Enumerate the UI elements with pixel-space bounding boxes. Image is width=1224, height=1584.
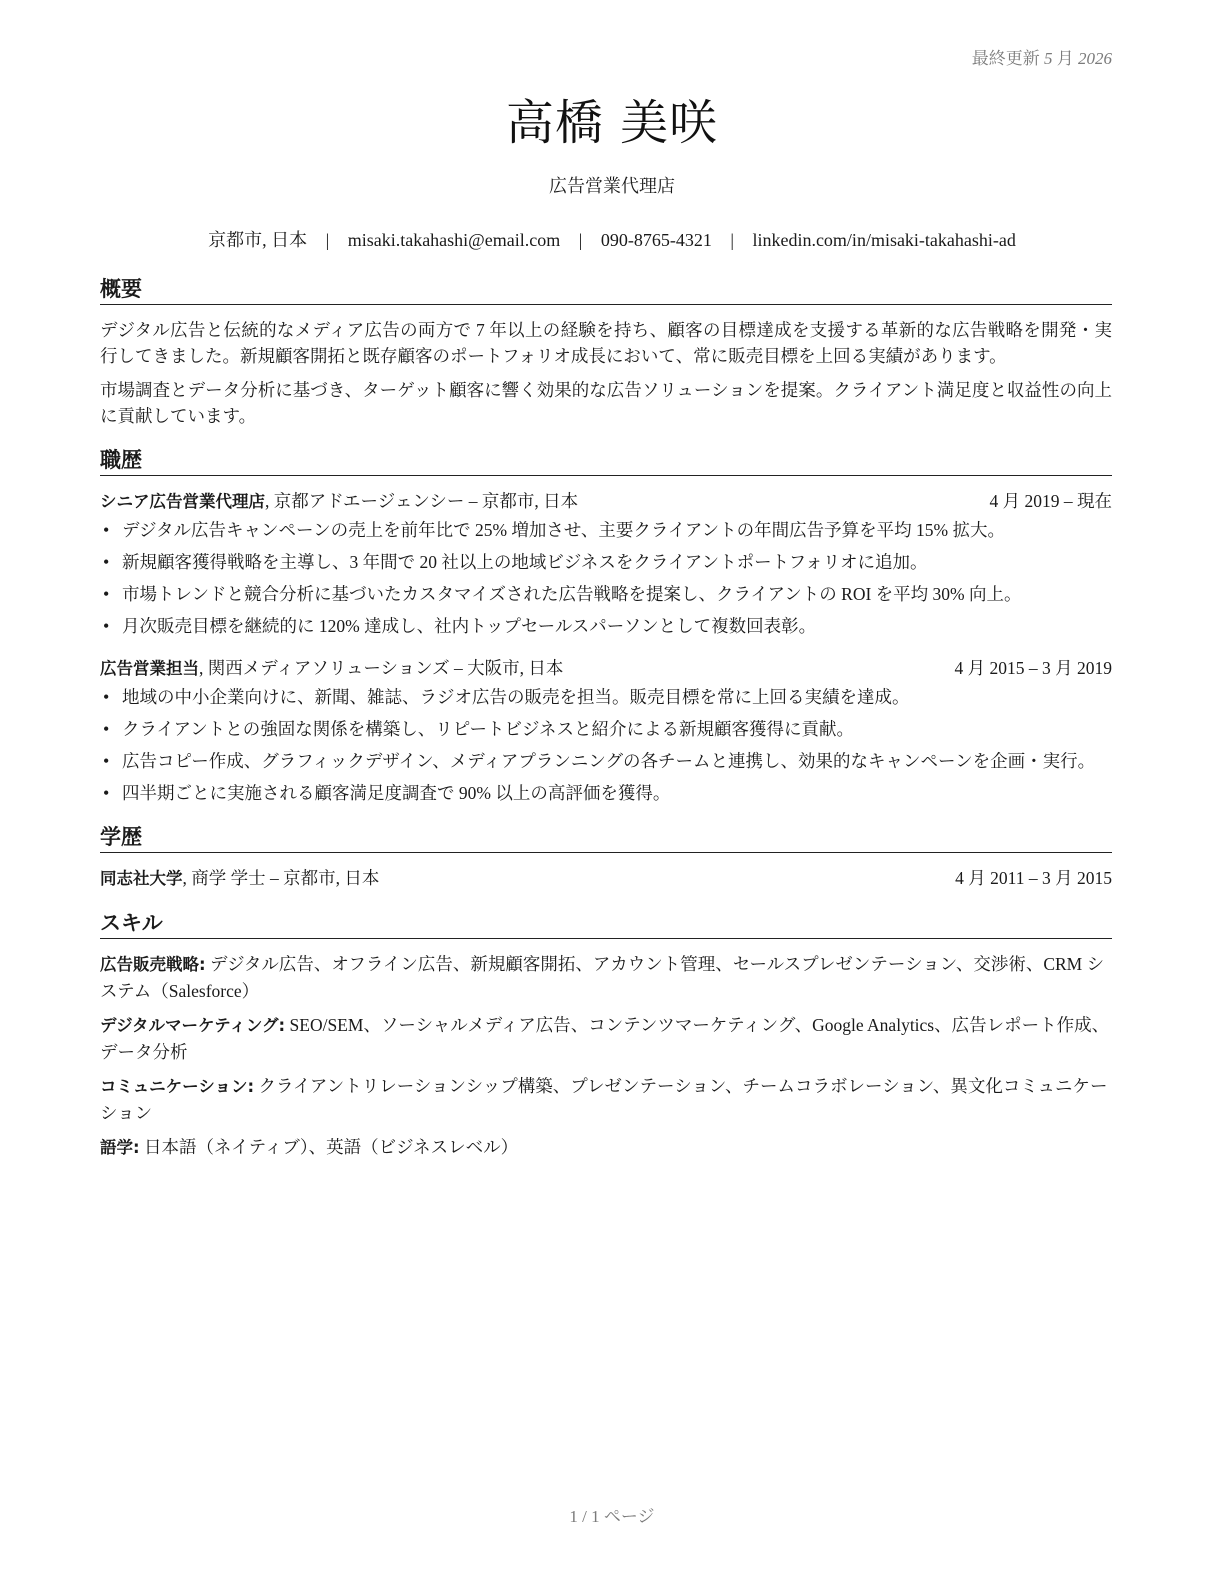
job-bullets [100,684,1112,806]
last-updated-month: 5 [1044,49,1053,68]
last-updated-year: 2026 [1078,49,1112,68]
page-number: 1 / 1 ページ [569,1507,655,1526]
job-role-line [100,655,563,682]
summary-paragraph: 市場調査とデータ分析に基づき、ターゲット顧客に響く効果的な広告ソリューションを提案。クライアント満足度と収益性の向上に貢献しています。 [100,380,1112,426]
job-bullet: • 市場トレンドと競合分析に基づいたカスタマイズされた広告戦略を提案し、クライアントの ROI を平均 30% 向上。 [100,581,1112,607]
skill-label: 語学: [100,1138,140,1157]
skill-label: 広告販売戦略: [100,955,206,974]
resume-body [100,276,1112,1179]
summary-paragraph: デジタル広告と伝統的なメディア広告の両方で 7 年以上の経験を持ち、顧客の目標達成を支援する革新的な広告戦略を開発・実行してきました。新規顧客開拓と既存顧客のポートフォリオ成長において、常に販売目標を上回る実績があります。 [100,320,1112,366]
job-header [100,488,1112,515]
skill-row [100,951,1112,1004]
skill-label: コミュニケーション: [100,1077,255,1096]
job-bullets [100,517,1112,639]
skill-value: SEO/SEM、ソーシャルメディア広告、コンテンツマーケティング、Google Analytics、広告レポート作成、データ分析 [100,1015,1110,1062]
skill-value: デジタル広告、オフライン広告、新規顧客開拓、アカウント管理、セールスプレゼンテーション、交渉術、CRM システム（Salesforce） [100,954,1105,1001]
job-dates: 4 月 2015 – 3 月 2019 [954,658,1112,678]
resume-job-title: 広告営業代理店 [549,176,675,196]
education-details: , 商学 学士 – 京都市, 日本 [182,868,380,888]
last-updated-month-suffix: 月 [1056,49,1074,68]
contact-email-link[interactable]: misaki.takahashi@email.com [347,230,561,250]
contact-phone: 090-8765-4321 [600,230,712,250]
education-dates: 4 月 2011 – 3 月 2015 [955,868,1112,888]
skill-value: 日本語（ネイティブ）、英語（ビジネスレベル） [139,1137,519,1157]
job-bullet: • 新規顧客獲得戦略を主導し、3 年間で 20 社以上の地域ビジネスをクライアントポートフォリオに追加。 [100,549,1112,575]
skills-heading: スキル [100,910,1112,939]
skill-row [100,1134,1112,1161]
education-section [100,824,1112,892]
job-bullet: • 地域の中小企業向けに、新聞、雑誌、ラジオ広告の販売を担当。販売目標を常に上回る実績を達成。 [100,684,1112,710]
last-updated [972,44,1112,69]
summary-heading: 概要 [100,276,1112,305]
job-entry [100,488,1112,639]
last-updated-prefix: 最終更新 [971,49,1040,68]
job-bullet: • クライアントとの強固な関係を構築し、リピートビジネスと紹介による新規顧客獲得に貢献。 [100,716,1112,742]
contact-line [0,226,1224,252]
education-entry [100,865,1112,892]
experience-heading: 職歴 [100,447,1112,476]
job-role: シニア広告営業代理店 [100,492,265,511]
job-role: 広告営業担当 [100,659,199,678]
job-bullet: • 広告コピー作成、グラフィックデザイン、メディアプランニングの各チームと連携し、効果的なキャンペーンを企画・実行。 [100,748,1112,774]
contact-separator: | [578,230,583,250]
contact-location: 京都市, 日本 [208,230,308,250]
education-line [100,865,379,892]
skill-row [100,1073,1112,1126]
job-entry [100,655,1112,806]
job-dates: 4 月 2019 – 現在 [989,491,1112,511]
skills-section [100,910,1112,1161]
experience-section [100,447,1112,806]
job-bullet: • 月次販売目標を継続的に 120% 達成し、社内トップセールスパーソンとして複数回表彰。 [100,613,1112,639]
contact-linkedin-link[interactable]: linkedin.com/in/misaki-takahashi-ad [752,230,1016,250]
job-organization: , 関西メディアソリューションズ – 大阪市, 日本 [199,658,564,678]
job-role-line [100,488,578,515]
skill-label: デジタルマーケティング: [100,1016,286,1035]
job-header [100,655,1112,682]
contact-separator: | [325,230,330,250]
job-organization: , 京都アドエージェンシー – 京都市, 日本 [265,491,579,511]
job-bullet: • 四半期ごとに実施される顧客満足度調査で 90% 以上の高評価を獲得。 [100,780,1112,806]
contact-separator: | [730,230,734,250]
skill-value: クライアントリレーションシップ構築、プレゼンテーション、チームコラボレーション、異文化コミュニケーション [100,1076,1108,1123]
skill-row [100,1012,1112,1065]
education-school: 同志社大学 [100,869,183,888]
job-bullet: • デジタル広告キャンペーンの売上を前年比で 25% 増加させ、主要クライアントの年間広告予算を平均 15% 拡大。 [100,517,1112,543]
summary-section [100,276,1112,429]
resume-name: 高橋 美咲 [505,95,719,151]
education-heading: 学歴 [100,824,1112,853]
